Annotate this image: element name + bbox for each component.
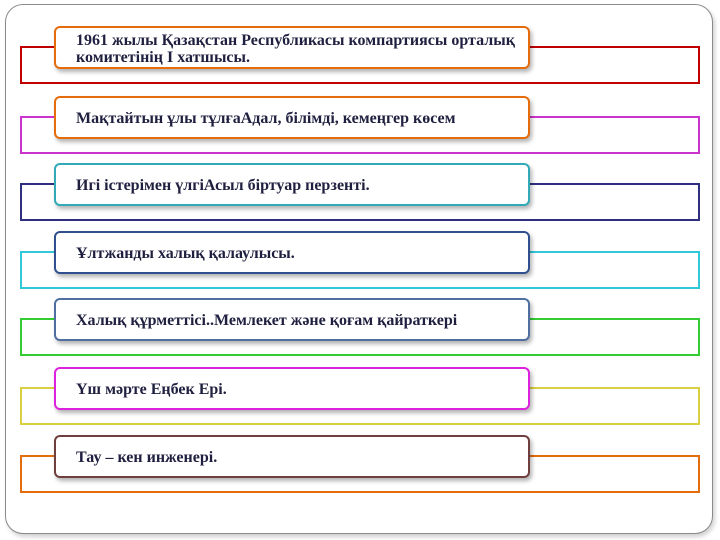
list-item-3 bbox=[0, 163, 720, 233]
item-box-7 bbox=[54, 435, 530, 478]
list-item-1 bbox=[0, 26, 720, 96]
item-box-3 bbox=[54, 163, 530, 206]
item-text-3: Игі істерімен үлгіАсыл біртуар перзенті. bbox=[76, 176, 370, 194]
item-text-2: Мақтайтын ұлы тұлғаАдал, білімді, кемеңгер көсем bbox=[76, 110, 456, 127]
item-text-5: Халық құрметтісі..Мемлекет және қоғам қайраткері bbox=[76, 312, 458, 329]
item-text-1: 1961 жылы Қазақстан Республикасы компартиясы орталық комитетінің I хатшысы. bbox=[76, 31, 515, 66]
item-box-1 bbox=[54, 26, 530, 69]
item-box-6 bbox=[54, 367, 530, 410]
item-text-7: Тау – кен инженері. bbox=[76, 448, 218, 466]
list-item-4 bbox=[0, 231, 720, 301]
list-item-7 bbox=[0, 435, 720, 505]
list-item-6 bbox=[0, 367, 720, 437]
item-text-6: Үш мәрте Еңбек Ері. bbox=[76, 380, 227, 398]
item-box-2 bbox=[54, 96, 530, 139]
item-box-5 bbox=[54, 298, 530, 341]
list-item-2 bbox=[0, 96, 720, 166]
item-box-4 bbox=[54, 231, 530, 274]
item-text-4: Ұлтжанды халық қалаулысы. bbox=[76, 244, 295, 262]
list-item-5 bbox=[0, 298, 720, 368]
